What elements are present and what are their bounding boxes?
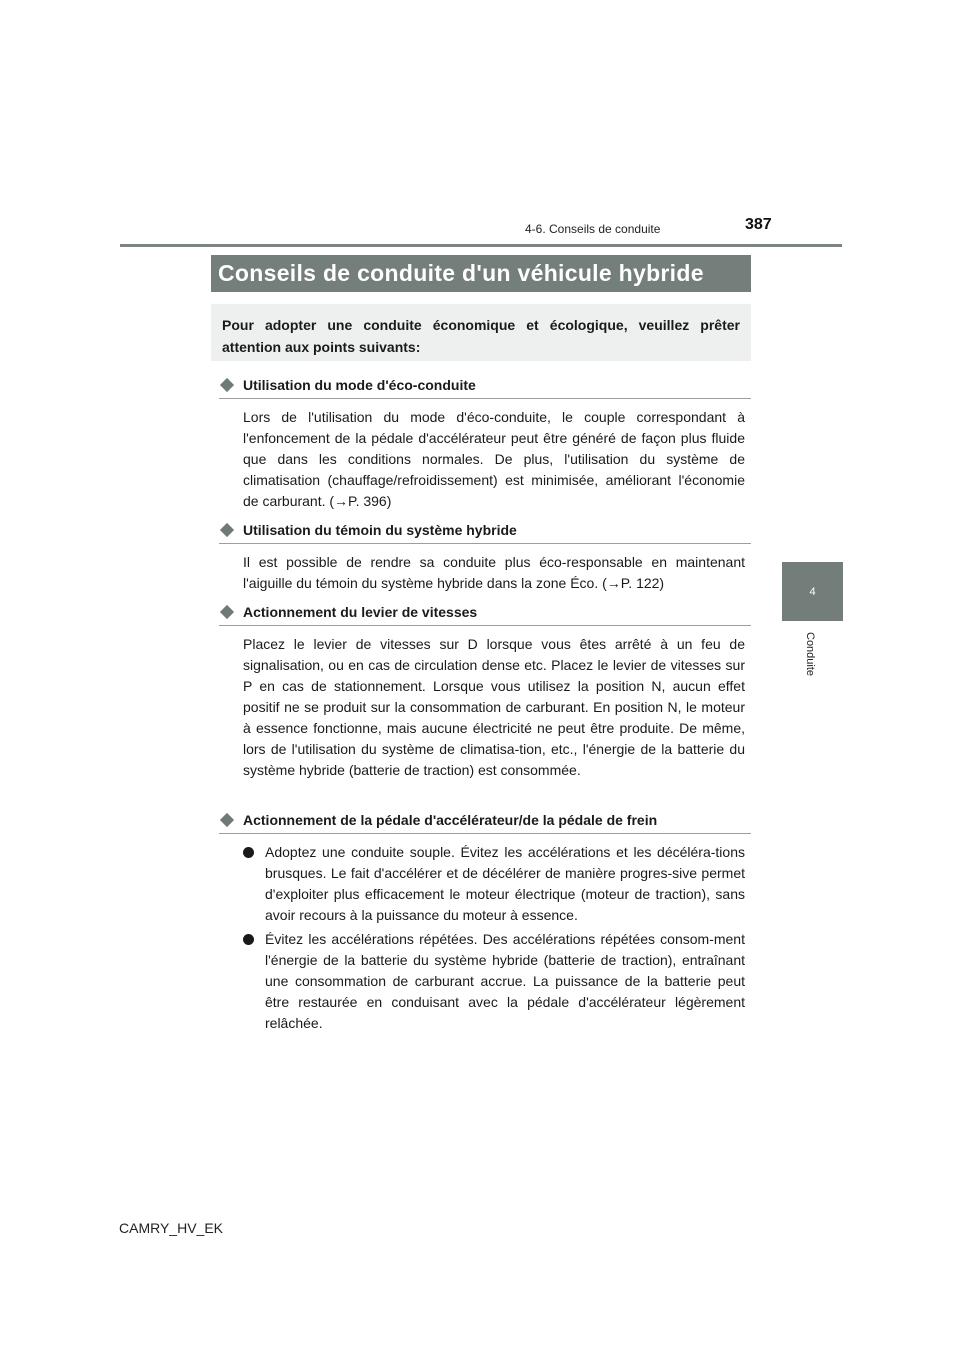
- section-heading: [219, 809, 751, 834]
- list-item-text: Évitez les accélérations répétées. Des accélérations répétées consom-ment l'énergie de la batterie du système hybride (batterie de traction), entraînant une consommation de carburant accrue. La puissance de la batterie peut être restaurée en conduisant avec la pédale d'accélérateur légèrement relâchée.: [265, 931, 745, 1031]
- intro-box: Pour adopter une conduite économique et écologique, veuillez prêter attention aux points suivants:: [211, 304, 751, 361]
- diamond-icon: [220, 605, 234, 619]
- header-section-title: 4-6. Conseils de conduite: [525, 222, 661, 236]
- bullet-dot-icon: [243, 847, 254, 858]
- header-rule: [120, 244, 842, 247]
- section-heading-text: Utilisation du mode d'éco-conduite: [243, 377, 476, 393]
- section-body: Placez le levier de vitesses sur D lorsque vous êtes arrêté à un feu de signalisation, ou en cas de circulation dense etc. Placez le levier de vitesses sur P en cas de stationnement. Lorsque vous utilisez la position N, aucun effet positif ne se produit sur la consommation de carburant. En position N, le moteur à essence fonctionne, mais aucune électricité ne peut être produite. De même, lors de l'utilisation du système de climatisa-tion, etc., l'énergie de la batterie du système hybride (batterie de traction) est consommée.: [243, 636, 745, 778]
- section-eco-mode: [219, 374, 751, 512]
- section-heading: [219, 519, 751, 544]
- section-heading-text: Actionnement de la pédale d'accélérateur/de la pédale de frein: [243, 812, 658, 828]
- bullet-dot-icon: [243, 934, 254, 945]
- chapter-tab: 4: [782, 562, 843, 621]
- section-shift-lever: [219, 601, 751, 781]
- diamond-icon: [220, 813, 234, 827]
- page-number: 387: [745, 216, 772, 233]
- page-title: Conseils de conduite d'un véhicule hybride: [211, 255, 751, 292]
- section-body: Il est possible de rendre sa conduite plus éco-responsable en maintenant l'aiguille du témoin du système hybride dans la zone Éco. (→P. 122): [243, 554, 745, 591]
- diamond-icon: [220, 523, 234, 537]
- section-pedals: [219, 809, 751, 1034]
- section-hybrid-indicator: [219, 519, 751, 594]
- section-heading-text: Utilisation du témoin du système hybride: [243, 522, 517, 538]
- section-heading-text: Actionnement du levier de vitesses: [243, 604, 478, 620]
- section-heading: [219, 601, 751, 626]
- list-item: [243, 929, 745, 1034]
- list-item: [243, 842, 745, 926]
- section-heading: [219, 374, 751, 399]
- diamond-icon: [220, 378, 234, 392]
- model-code: CAMRY_HV_EK: [119, 1220, 224, 1236]
- chapter-label: Conduite: [804, 632, 816, 677]
- section-body: Lors de l'utilisation du mode d'éco-conduite, le couple correspondant à l'enfoncement de la pédale d'accélérateur peut être généré de façon plus fluide que dans les conditions normales. De plus, l'utilisation du système de climatisation (chauffage/refroidissement) est minimisée, améliorant l'économie de carburant. (→P. 396): [243, 409, 745, 509]
- list-item-text: Adoptez une conduite souple. Évitez les accélérations et les décéléra-tions brusques. Le fait d'accélérer et de décélérer de manière progres-sive permet d'exploiter plus efficacement le moteur électrique (moteur de traction), sans avoir recours à la puissance du moteur à essence.: [265, 844, 745, 923]
